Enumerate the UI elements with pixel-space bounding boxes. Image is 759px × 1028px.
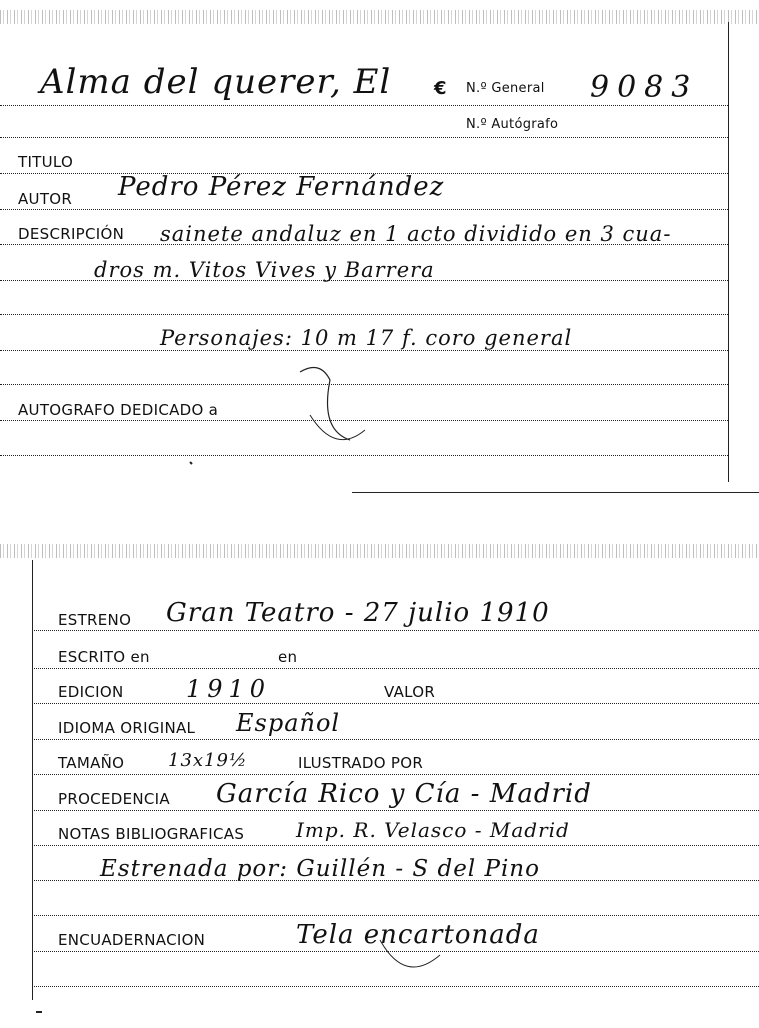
general-icon: € [434, 78, 447, 99]
descripcion-line-2: dros m. Vitos Vives y Barrera [94, 258, 435, 282]
encuadernacion-label: ENCUADERNACION [58, 931, 206, 949]
escrito-label: ESCRITO en [58, 648, 150, 666]
estreno-value: Gran Teatro - 27 julio 1910 [166, 598, 550, 628]
idioma-label: IDIOMA ORIGINAL [58, 719, 196, 737]
general-number-value: 9083 [590, 70, 699, 105]
encuadernacion-value: Tela encartonada [296, 920, 540, 950]
escrito-en-label: en [278, 648, 298, 666]
tamano-label: TAMAÑO [58, 754, 125, 772]
general-number-label: N.º General [466, 81, 545, 96]
notas-label: NOTAS BIBLIOGRAFICAS [58, 825, 245, 843]
procedencia-value: García Rico y Cía - Madrid [216, 779, 592, 809]
procedencia-label: PROCEDENCIA [58, 790, 170, 808]
card1-handwritten-title: Alma del querer, El [40, 62, 392, 102]
estreno-label: ESTRENO [58, 611, 132, 629]
autor-label: AUTOR [18, 190, 73, 208]
edicion-label: EDICION [58, 683, 124, 701]
ilustrado-label: ILUSTRADO POR [298, 754, 424, 772]
personajes-value: Personajes: 10 m 17 f. coro general [160, 326, 573, 350]
edicion-value: 1910 [186, 675, 272, 703]
dedicado-label: AUTOGRAFO DEDICADO a [18, 401, 219, 419]
autor-value: Pedro Pérez Fernández [118, 172, 445, 202]
notas-line-1: Imp. R. Velasco - Madrid [296, 818, 570, 842]
idioma-value: Español [236, 709, 341, 737]
autografo-number-label: N.º Autógrafo [466, 117, 559, 132]
descripcion-line-1: sainete andaluz en 1 acto dividido en 3 cua- [160, 222, 672, 246]
valor-label: VALOR [384, 683, 436, 701]
tamano-value: 13x19½ [168, 750, 248, 771]
titulo-label: TITULO [18, 153, 74, 171]
descripcion-label: DESCRIPCIÓN [18, 225, 125, 243]
notas-line-2: Estrenada por: Guillén - S del Pino [100, 856, 540, 882]
